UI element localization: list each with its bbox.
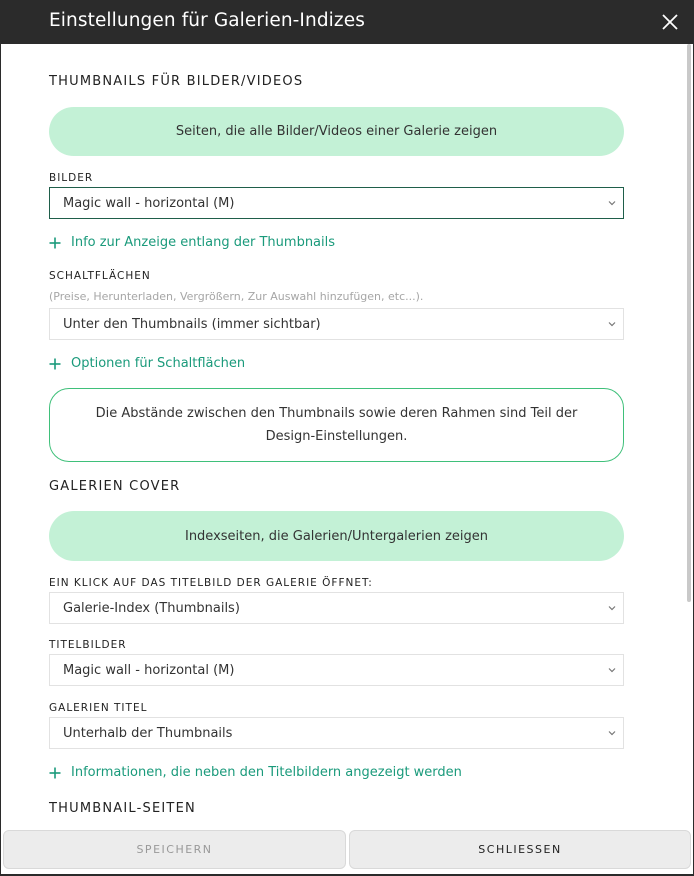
info-pill-index-pages: Indexseiten, die Galerien/Untergalerien zeigen [49, 511, 624, 561]
gallery-title-label: GALERIEN TITEL [49, 702, 148, 714]
section-heading-covers: GALERIEN COVER [49, 479, 181, 494]
gallery-title-select-value: Unterhalb der Thumbnails [63, 725, 233, 741]
dialog-title: Einstellungen für Galerien-Indizes [49, 10, 365, 31]
close-icon[interactable] [659, 11, 681, 33]
cover-images-select-value: Magic wall - horizontal (M) [63, 662, 235, 678]
chevron-down-icon [607, 198, 617, 208]
section-heading-thumbnail-pages: THUMBNAIL-SEITEN [49, 801, 196, 816]
thumbnail-info-expander-label: Info zur Anzeige entlang der Thumbnails [71, 235, 336, 250]
plus-icon [49, 237, 61, 249]
images-label: BILDER [49, 172, 94, 184]
save-button[interactable]: SPEICHERN [3, 830, 346, 869]
chevron-down-icon [607, 665, 617, 675]
gallery-title-select[interactable] [49, 717, 624, 749]
section-heading-thumbnails: THUMBNAILS FÜR BILDER/VIDEOS [49, 74, 304, 89]
cover-click-select[interactable] [49, 592, 624, 624]
buttons-label: SCHALTFLÄCHEN [49, 270, 151, 282]
cover-info-expander-label: Informationen, die neben den Titelbildern angezeigt werden [71, 765, 462, 780]
scrollbar[interactable] [687, 44, 691, 602]
close-button[interactable]: SCHLIESSEN [349, 830, 691, 869]
cover-info-expander[interactable] [49, 765, 462, 780]
spacing-note: Die Abstände zwischen den Thumbnails sowie deren Rahmen sind Teil der Design-Einstellungen. [49, 388, 624, 462]
buttons-hint: (Preise, Herunterladen, Vergrößern, Zur Auswahl hinzufügen, etc...). [49, 290, 424, 303]
chevron-down-icon [607, 728, 617, 738]
button-options-expander[interactable] [49, 356, 245, 371]
button-options-expander-label: Optionen für Schaltflächen [71, 356, 246, 371]
info-pill-gallery-pages: Seiten, die alle Bilder/Videos einer Galerie zeigen [49, 107, 624, 156]
cover-click-select-value: Galerie-Index (Thumbnails) [63, 600, 240, 616]
buttons-select[interactable] [49, 308, 624, 340]
images-select-value: Magic wall - horizontal (M) [63, 195, 235, 211]
cover-images-label: TITELBILDER [49, 639, 127, 651]
chevron-down-icon [607, 603, 617, 613]
thumbnail-info-expander[interactable] [49, 235, 335, 250]
buttons-select-value: Unter den Thumbnails (immer sichtbar) [63, 316, 321, 332]
cover-images-select[interactable] [49, 654, 624, 686]
dialog-titlebar [0, 0, 694, 44]
plus-icon [49, 767, 61, 779]
images-select[interactable] [49, 187, 624, 219]
cover-click-label: EIN KLICK AUF DAS TITELBILD DER GALERIE ÖFFNET: [49, 577, 373, 589]
chevron-down-icon [607, 319, 617, 329]
plus-icon [49, 358, 61, 370]
